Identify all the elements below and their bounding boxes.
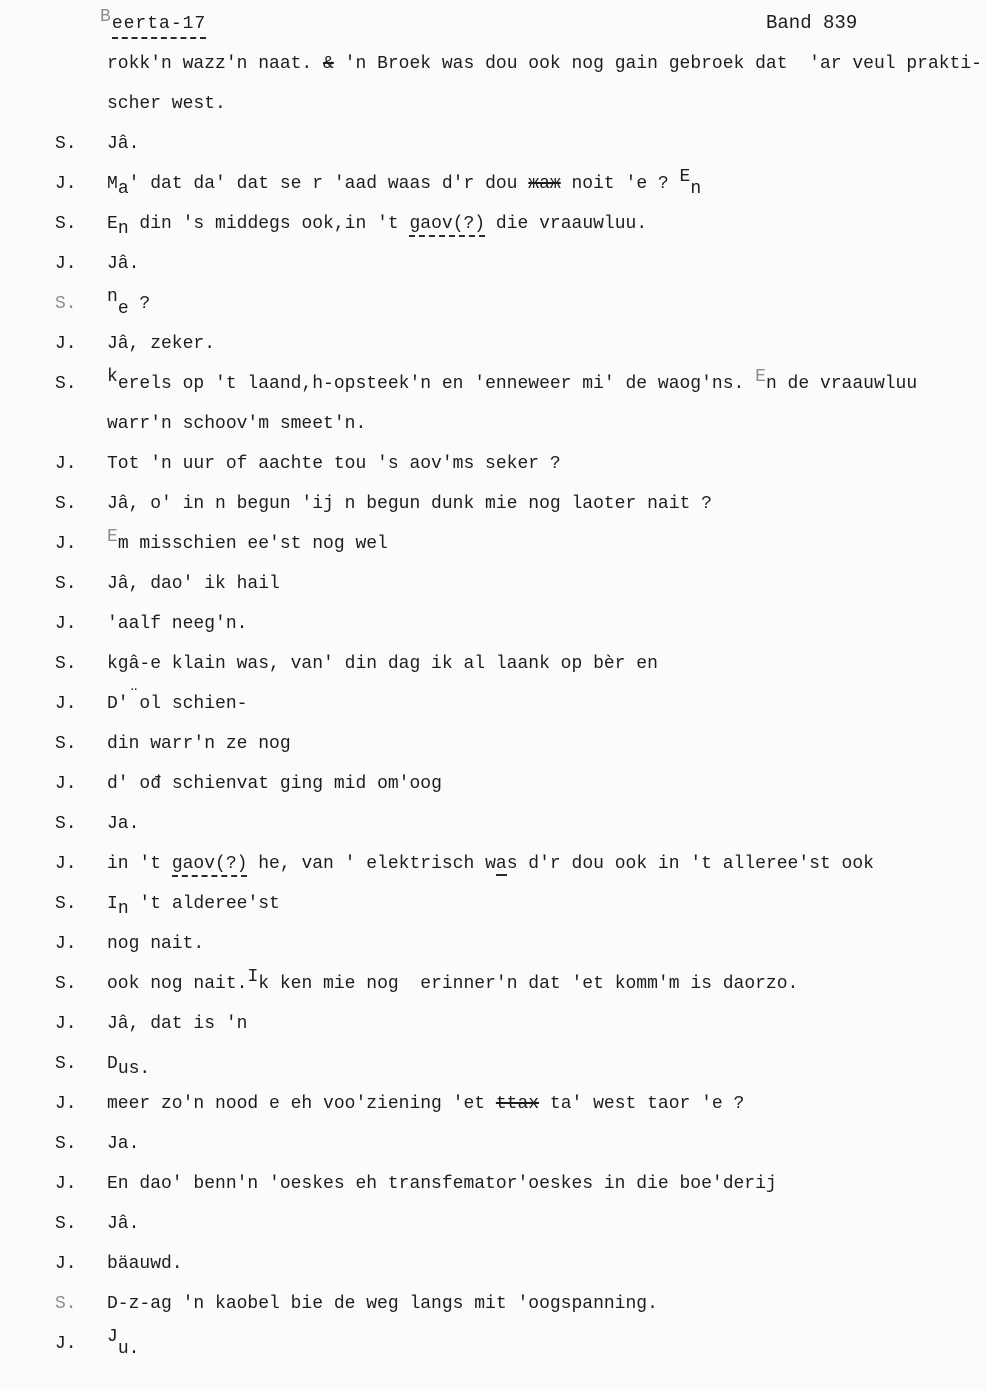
speaker-label: J. bbox=[55, 774, 77, 794]
line-text bbox=[107, 967, 799, 996]
line-text bbox=[107, 367, 918, 396]
text-fragment: D-z-ag 'n kaobel bie de weg langs mit 'oogspanning. bbox=[107, 1294, 658, 1314]
speaker-label: S. bbox=[55, 1294, 77, 1314]
transcript-line bbox=[0, 527, 986, 572]
text-fragment: ? bbox=[128, 294, 151, 314]
speaker-label: S. bbox=[55, 1054, 77, 1074]
text-fragment: d' o bbox=[107, 774, 151, 794]
line-text bbox=[107, 1092, 744, 1116]
transcript-line bbox=[0, 732, 986, 772]
speaker-label: J. bbox=[55, 174, 77, 194]
transcript-line bbox=[0, 92, 986, 132]
text-fragment: 'aalf neeg'n. bbox=[107, 614, 248, 634]
text-fragment: ta' west taor 'e ? bbox=[539, 1094, 745, 1114]
text-fragment: gaov(?) bbox=[409, 214, 485, 237]
line-text bbox=[107, 1172, 777, 1196]
text-fragment: жаж bbox=[528, 174, 561, 194]
band-number: Band 839 bbox=[766, 12, 858, 34]
speaker-label: S. bbox=[55, 574, 77, 594]
speaker-label: S. bbox=[55, 374, 77, 394]
text-fragment: Jâ, dat is 'n bbox=[107, 1014, 248, 1034]
text-fragment: noit 'e ? bbox=[560, 174, 680, 194]
text-fragment: 'n Broek was dou ook nog gain gebroek dat 'ar veul prakti- bbox=[333, 54, 982, 74]
transcript-line bbox=[0, 1012, 986, 1052]
text-fragment: scher west. bbox=[107, 94, 226, 114]
line-text bbox=[107, 212, 648, 239]
line-text bbox=[107, 1252, 183, 1276]
text-fragment: 't alderee'st bbox=[128, 894, 280, 914]
document-title bbox=[100, 7, 207, 39]
speaker-label: S. bbox=[55, 974, 77, 994]
speaker-label: J. bbox=[55, 1334, 77, 1354]
text-fragment: kgâ-e klain was, van' din dag ik al laank op bèr en bbox=[107, 654, 658, 674]
line-text bbox=[107, 1132, 139, 1156]
text-fragment: he, van ' elektrisch w bbox=[247, 854, 496, 874]
text-fragment: schienvat ging mid om'oog bbox=[161, 774, 442, 794]
transcript-line bbox=[0, 687, 986, 732]
speaker-label: J. bbox=[55, 1014, 77, 1034]
text-fragment: din 's middegs ook,in 't bbox=[128, 214, 410, 234]
text-fragment: Jâ. bbox=[107, 134, 140, 154]
transcript-line bbox=[0, 1252, 986, 1292]
line-text bbox=[107, 252, 139, 276]
transcript-line bbox=[0, 1052, 986, 1092]
transcript-line bbox=[0, 892, 986, 932]
speaker-label: J. bbox=[55, 854, 77, 874]
text-fragment: ' dat da' dat se r 'aad waas d'r dou bbox=[128, 174, 529, 194]
text-fragment: warr'n schoov'm smeet'n. bbox=[107, 414, 367, 434]
line-text bbox=[107, 1012, 247, 1036]
speaker-label: J. bbox=[55, 1254, 77, 1274]
text-fragment: M bbox=[107, 174, 118, 194]
line-text bbox=[107, 527, 388, 556]
text-fragment: ook nog nait. bbox=[107, 974, 248, 994]
text-fragment: Jâ, zeker. bbox=[107, 334, 216, 354]
transcript-line bbox=[0, 287, 986, 332]
speaker-label: S. bbox=[55, 894, 77, 914]
title-superscript: B bbox=[100, 7, 112, 27]
text-fragment: Ja. bbox=[107, 1134, 140, 1154]
text-fragment: meer zo'n nood e eh voo'ziening 'et bbox=[107, 1094, 496, 1114]
text-fragment: Jâ, o' in n begun 'ij n begun dunk mie nog laoter nait ? bbox=[107, 494, 712, 514]
speaker-label: J. bbox=[55, 694, 77, 714]
transcript-line bbox=[0, 967, 986, 1012]
text-fragment: ¨ bbox=[128, 687, 140, 707]
line-text bbox=[107, 732, 291, 756]
speaker-label: S. bbox=[55, 294, 77, 314]
text-fragment: m misschien ee'st nog wel bbox=[117, 534, 388, 554]
transcript-line bbox=[0, 1212, 986, 1252]
text-fragment: e bbox=[117, 299, 129, 319]
line-text bbox=[107, 412, 366, 436]
text-fragment: k bbox=[107, 367, 118, 387]
speaker-label: J. bbox=[55, 534, 77, 554]
line-text bbox=[107, 852, 874, 876]
text-fragment: Ja. bbox=[107, 814, 140, 834]
text-fragment: Jâ, dao' ik hail bbox=[107, 574, 280, 594]
speaker-label: S. bbox=[55, 1134, 77, 1154]
text-fragment: Tot 'n uur of aachte tou 's aov'ms seker ? bbox=[107, 454, 561, 474]
line-text bbox=[107, 1292, 658, 1316]
title-text: eerta-17 bbox=[112, 14, 206, 39]
text-fragment: nog nait. bbox=[107, 934, 205, 954]
speaker-label: J. bbox=[55, 1174, 77, 1194]
line-text bbox=[107, 572, 280, 596]
text-fragment: D bbox=[107, 1054, 118, 1074]
transcript-line bbox=[0, 167, 986, 212]
text-fragment: k ken mie nog erinner'n dat 'et komm'm is daorzo. bbox=[258, 974, 799, 994]
transcript-line bbox=[0, 332, 986, 372]
text-fragment: s d'r dou ook in 't alleree'st ook bbox=[506, 854, 874, 874]
transcript-line bbox=[0, 932, 986, 972]
line-text bbox=[107, 1212, 139, 1236]
speaker-label: J. bbox=[55, 614, 77, 634]
text-fragment: ttax bbox=[495, 1094, 540, 1114]
line-text bbox=[107, 652, 658, 676]
speaker-label: S. bbox=[55, 734, 77, 754]
transcript-line bbox=[0, 772, 986, 812]
speaker-label: S. bbox=[55, 134, 77, 154]
transcript-line bbox=[0, 1292, 986, 1332]
speaker-label: S. bbox=[55, 1214, 77, 1234]
speaker-label: S. bbox=[55, 814, 77, 834]
text-fragment: rokk'n wazz'n naat. bbox=[107, 54, 324, 74]
text-fragment: đ bbox=[150, 774, 162, 794]
transcript-line bbox=[0, 612, 986, 652]
text-fragment: ol schien- bbox=[139, 694, 248, 714]
transcript-line bbox=[0, 812, 986, 852]
speaker-label: J. bbox=[55, 1094, 77, 1114]
text-fragment: E bbox=[755, 367, 766, 387]
text-fragment: E bbox=[107, 214, 118, 234]
transcript-line bbox=[0, 572, 986, 612]
text-fragment: I bbox=[247, 967, 259, 987]
line-text bbox=[107, 132, 139, 156]
text-fragment: erels op 't laand,h-opsteek'n en 'enneweer mi' de waog'ns. bbox=[117, 374, 756, 394]
transcript-line bbox=[0, 652, 986, 692]
text-fragment: a bbox=[117, 179, 129, 199]
text-fragment: n bbox=[117, 219, 129, 239]
text-fragment: J bbox=[107, 1327, 118, 1347]
text-fragment: n bbox=[107, 287, 118, 307]
text-fragment: die vraauwluu. bbox=[485, 214, 648, 234]
transcript-line bbox=[0, 252, 986, 292]
transcript-line bbox=[0, 52, 986, 92]
speaker-label: J. bbox=[55, 454, 77, 474]
text-fragment: n bbox=[690, 179, 702, 199]
text-fragment: E bbox=[679, 167, 691, 187]
text-fragment: u. bbox=[117, 1339, 140, 1359]
line-text bbox=[107, 52, 982, 76]
text-fragment: & bbox=[323, 54, 334, 74]
transcript-line bbox=[0, 852, 986, 892]
transcript-line bbox=[0, 1092, 986, 1132]
line-text bbox=[107, 772, 442, 796]
text-fragment: in 't bbox=[107, 854, 172, 874]
speaker-label: J. bbox=[55, 934, 77, 954]
text-fragment: n bbox=[117, 899, 129, 919]
transcript-line bbox=[0, 1172, 986, 1212]
line-text bbox=[107, 812, 139, 836]
transcript-line bbox=[0, 132, 986, 172]
line-text bbox=[107, 287, 151, 319]
text-fragment: E bbox=[107, 527, 118, 547]
text-fragment: n de vraauwluu bbox=[765, 374, 918, 394]
text-fragment: a bbox=[495, 854, 507, 874]
transcript-line bbox=[0, 367, 986, 412]
transcript bbox=[0, 52, 986, 1372]
text-fragment: us. bbox=[117, 1059, 151, 1079]
text-fragment: Jâ. bbox=[107, 1214, 140, 1234]
transcript-line bbox=[0, 1132, 986, 1172]
speaker-label: S. bbox=[55, 214, 77, 234]
transcript-line bbox=[0, 412, 986, 452]
line-text bbox=[107, 1052, 151, 1079]
speaker-label: J. bbox=[55, 334, 77, 354]
speaker-label: S. bbox=[55, 654, 77, 674]
transcript-line bbox=[0, 1327, 986, 1372]
line-text bbox=[107, 932, 204, 956]
line-text bbox=[107, 687, 248, 716]
line-text bbox=[107, 92, 226, 116]
text-fragment: I bbox=[107, 894, 118, 914]
text-fragment: bäauwd. bbox=[107, 1254, 183, 1274]
line-text bbox=[107, 167, 702, 199]
text-fragment: din warr'n ze nog bbox=[107, 734, 291, 754]
line-text bbox=[107, 1327, 140, 1359]
line-text bbox=[107, 452, 561, 476]
speaker-label: J. bbox=[55, 254, 77, 274]
speaker-label: S. bbox=[55, 494, 77, 514]
line-text bbox=[107, 332, 215, 356]
text-fragment: gaov(?) bbox=[172, 854, 248, 877]
line-text bbox=[107, 492, 712, 516]
transcript-line bbox=[0, 452, 986, 492]
transcript-line bbox=[0, 212, 986, 252]
text-fragment: Jâ. bbox=[107, 254, 140, 274]
text-fragment: D' bbox=[107, 694, 129, 714]
transcript-line bbox=[0, 492, 986, 532]
line-text bbox=[107, 612, 247, 636]
line-text bbox=[107, 892, 280, 919]
text-fragment: En dao' benn'n 'oeskes eh transfemator'oeskes in die boe'derij bbox=[107, 1174, 777, 1194]
